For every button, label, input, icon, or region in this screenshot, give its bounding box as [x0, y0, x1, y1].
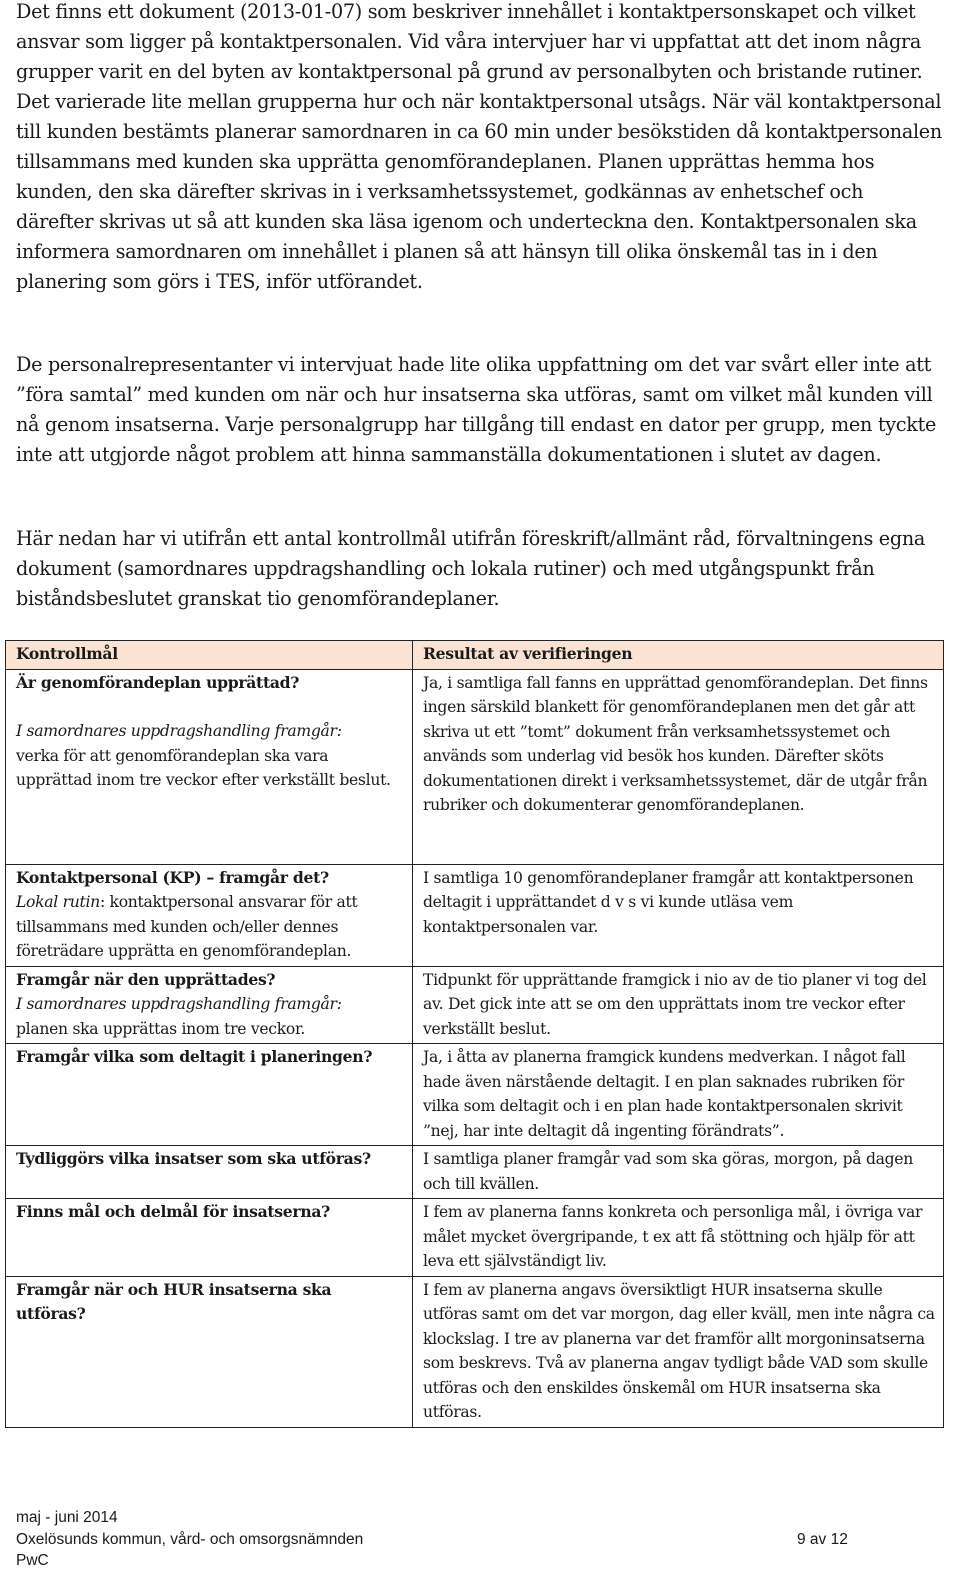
control-cell — [6, 966, 413, 1044]
control-cell — [6, 1044, 413, 1146]
result-cell: I fem av planerna angavs översiktligt HUR insatserna skulle utföras samt om det var morgon, dag eller kväll, men inte några ca klockslag. I tre av planerna var det framför allt morgoninsatserna som beskrevs. Två av planerna angav tydligt både VAD som skulle utföras och den enskildes önskemål om HUR insatserna ska utföras. — [413, 1276, 944, 1427]
table-row — [6, 1044, 944, 1146]
table-row — [6, 1146, 944, 1199]
table-row — [6, 864, 944, 966]
control-question: Finns mål och delmål för insatserna? — [16, 1202, 330, 1221]
table-row — [6, 1276, 944, 1427]
table-header-row — [6, 641, 944, 670]
control-source-text: verka för att genomförandeplan ska vara upprättad inom tre veckor efter verkställt beslut. — [16, 746, 391, 789]
result-cell: I samtliga 10 genomförandeplaner framgår att kontaktpersonen deltagit i upprättandet d v s vi kunde utläsa vem kontaktpersonalen var. — [413, 864, 944, 966]
result-cell: Ja, i samtliga fall fanns en upprättad genomförandeplan. Det finns ingen särskild blankett för genomförandeplanen men det går att skriva ut ett ”tomt” dokument från verksamhetssystemet och används som underlag vid besök hos kunden. Därefter sköts dokumentationen direkt i verksamhetssystemet, där de utgår från rubriker och dokumenterar genomförandeplanen. — [413, 669, 944, 864]
footer-page-number: 9 av 12 — [797, 1531, 848, 1548]
control-cell — [6, 669, 413, 864]
result-cell: Tidpunkt för upprättande framgick i nio av de tio planer vi tog del av. Det gick inte att se om den upprättats inom tre veckor efter verkställt beslut. — [413, 966, 944, 1044]
control-source-text: planen ska upprättas inom tre veckor. — [16, 1019, 306, 1038]
control-cell — [6, 864, 413, 966]
paragraph-personalrepresentanter: De personalrepresentanter vi intervjuat hade lite olika uppfattning om det var svårt eller inte att ”föra samtal” med kunden om när och hur insatserna ska utföras, samt om vilket mål kunden vill nå genom insatserna. Varje personalgrupp har tillgång till endast en dator per grupp, men tyckte inte att utgjorde något problem att hinna sammanställa dokumentationen i slutet av dagen. — [16, 353, 937, 466]
paragraph-granskning-intro: Här nedan har vi utifrån ett antal kontrollmål utifrån föreskrift/allmänt råd, förvaltningens egna dokument (samordnares uppdragshandling och lokala rutiner) och med utgångspunkt från biståndsbeslutet granskat tio genomförandeplaner. — [16, 527, 926, 610]
table-row — [6, 669, 944, 864]
control-source-label: I samordnares uppdragshandling framgår: — [16, 995, 342, 1013]
result-cell: I samtliga planer framgår vad som ska göras, morgon, på dagen och till kvällen. — [413, 1146, 944, 1199]
control-question: Är genomförandeplan upprättad? — [16, 672, 300, 692]
result-cell: Ja, i åtta av planerna framgick kundens medverkan. I något fall hade även närstående deltagit. I en plan saknades rubriken för vilka som deltagit och i en plan hade kontaktpersonalen skrivit ”nej, har inte deltagit då ingenting förändrats”. — [413, 1044, 944, 1146]
control-question: Kontaktpersonal (KP) – framgår det? — [16, 867, 329, 887]
table-row — [6, 1199, 944, 1277]
control-cell — [6, 1199, 413, 1277]
control-source-text: : kontaktpersonal ansvarar för att tillsammans med kunden och/eller dennes företrädare upprätta en genomförandeplan. — [16, 893, 358, 960]
table-row — [6, 966, 944, 1044]
header-resultat: Resultat av verifieringen — [413, 641, 944, 670]
footer-company: PwC — [16, 1552, 49, 1569]
header-kontrollmal: Kontrollmål — [6, 641, 413, 670]
verification-table — [5, 640, 944, 1428]
result-cell: I fem av planerna fanns konkreta och personliga mål, i övriga var målet mycket övergripande, t ex att få stöttning och hjälp för att leva ett självständigt liv. — [413, 1199, 944, 1277]
control-question: Tydliggörs vilka insatser som ska utföras? — [16, 1149, 371, 1168]
control-cell — [6, 1276, 413, 1427]
footer-organization: Oxelösunds kommun, vård- och omsorgsnämnden — [16, 1531, 364, 1548]
control-question: Framgår vilka som deltagit i planeringen? — [16, 1047, 373, 1066]
control-source-label: I samordnares uppdragshandling framgår: — [16, 722, 342, 740]
paragraph-kontaktpersonal: Det finns ett dokument (2013-01-07) som beskriver innehållet i kontaktpersonskapet och vilket ansvar som ligger på kontaktpersonalen. Vid våra intervjuer har vi uppfattat att det inom några grupper varit en del byten av kontaktpersonal på grund av personalbyten och bristande rutiner. Det varierade lite mellan grupperna hur och när kontaktpersonal utsågs. När väl kontaktpersonal till kunden bestämts planerar samordnaren in ca 60 min under besökstiden då kontaktpersonalen tillsammans med kunden ska upprätta genomförandeplanen. Planen upprättas hemma hos kunden, den ska därefter skrivas in i verksamhetssystemet, godkännas av enhetschef och därefter skrivas ut så att kunden ska läsa igenom och underteckna den. Kontaktpersonalen ska informera samordnaren om innehållet i planen så att hänsyn till olika önskemål tas in i den planering som görs i TES, inför utförandet. — [16, 0, 942, 293]
control-question: Framgår när den upprättades? — [16, 969, 276, 989]
control-question: Framgår när och HUR insatserna ska utföras? — [16, 1279, 332, 1323]
footer-date: maj - juni 2014 — [16, 1509, 118, 1526]
control-source-label: Lokal rutin — [16, 893, 100, 911]
control-cell — [6, 1146, 413, 1199]
